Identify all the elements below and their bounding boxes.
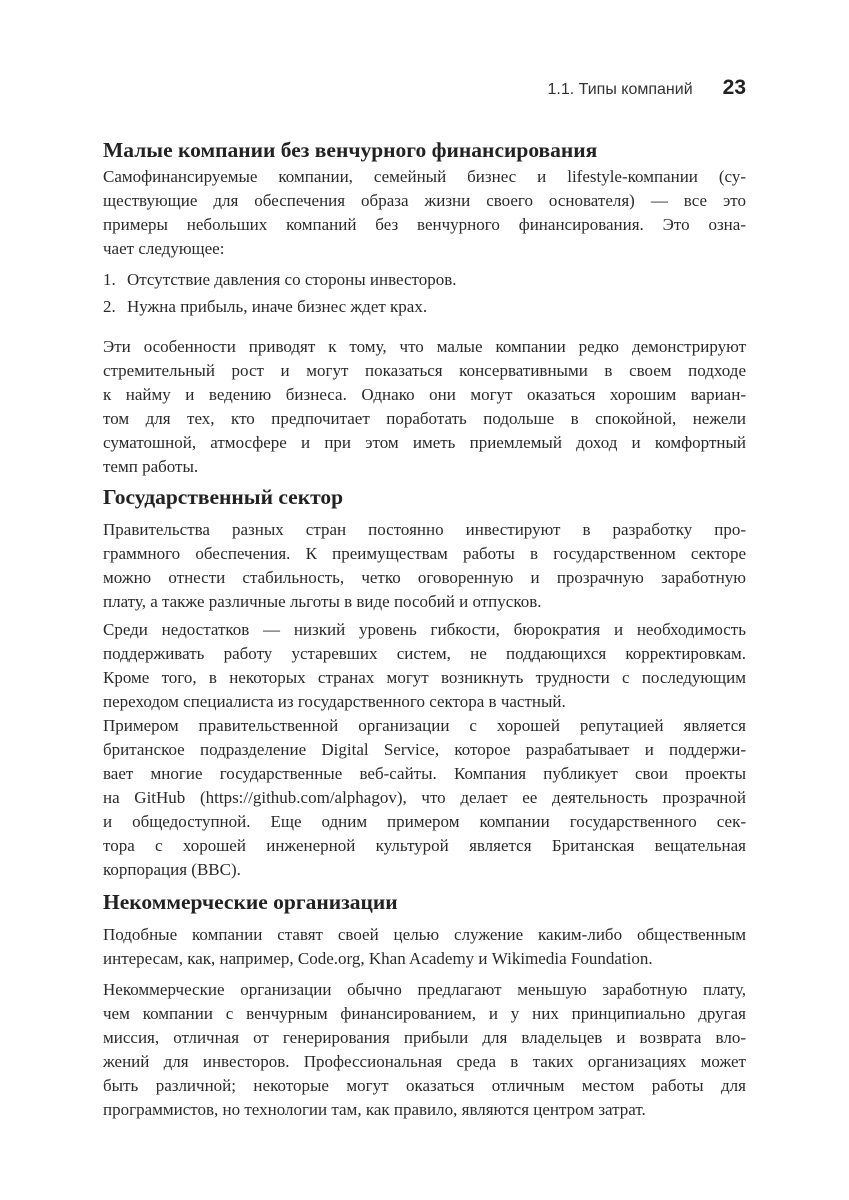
text-line: программистов, но технологии там, как правило, являются центром затрат. [103,1100,646,1119]
text-line: вает многие государственные веб-сайты. Компания публикует свои проекты [103,764,746,783]
text-line: граммного обеспечения. К преимуществам работы в государственном секторе [103,544,746,563]
section-title: 1.1. Типы компаний [547,81,693,98]
paragraph [103,618,746,714]
text-line: корпорация (BBC). [103,860,241,879]
text-line: можно отнести стабильность, четко оговоренную и прозрачную заработную [103,568,746,587]
text-line: британское подразделение Digital Service, которое разрабатывает и поддержи- [103,740,746,759]
paragraph [103,165,746,261]
text-line: Среди недостатков — низкий уровень гибкости, бюрократия и необходимость [103,620,746,639]
text-line: быть различной; некоторые могут оказаться отличным местом работы для [103,1076,746,1095]
text-line: интересам, как, например, Code.org, Khan Academy и Wikimedia Foundation. [103,949,653,968]
text-line: ществующие для обеспечения образа жизни своего основателя) — все это [103,191,746,210]
page-number: 23 [722,76,746,99]
text-line: том для тех, кто предпочитает поработать подольше в спокойной, нежели [103,409,746,428]
text-line: переходом специалиста из государственного сектора в частный. [103,692,566,711]
heading-small-companies [103,136,746,164]
text-line: чает следующее: [103,239,225,258]
text-line: Самофинансируемые компании, семейный бизнес и lifestyle-компании (су- [103,167,746,186]
heading-public-sector [103,483,746,511]
heading-nonprofits [103,888,746,916]
list-text: Нужна прибыль, иначе бизнес ждет крах. [127,297,428,316]
paragraph [103,714,746,882]
text-line: темп работы. [103,457,199,476]
text-line: поддерживать работу устаревших систем, не поддающихся корректировкам. [103,644,746,663]
section-heading: Государственный сектор [103,485,344,509]
paragraph [103,923,746,971]
paragraph [103,978,746,1122]
running-header [548,76,746,100]
paragraph [103,518,746,614]
text-line: к найму и ведению бизнеса. Однако они могут оказаться хорошим вариан- [103,385,746,404]
text-line: и общедоступной. Еще одним примером компании государственного сек- [103,812,746,831]
text-line: чем компании с венчурным финансированием, и у них принципиально другая [103,1004,746,1023]
text-line: тора с хорошей инженерной культурой является Британская вещательная [103,836,746,855]
text-line: на GitHub (https://github.com/alphagov), что делает ее деятельность прозрачной [103,788,746,807]
section-heading: Малые компании без венчурного финансирования [103,138,598,162]
text-line: примеры небольших компаний без венчурного финансирования. Это озна- [103,215,746,234]
list-number: 2. [103,297,116,316]
text-line: стремительный рост и могут показаться консервативными в своем подходе [103,361,746,380]
text-line: Некоммерческие организации обычно предлагают меньшую заработную плату, [103,980,746,999]
numbered-list [103,268,746,319]
text-line: Эти особенности приводят к тому, что малые компании редко демонстрируют [103,337,746,356]
text-line: Примером правительственной организации с хорошей репутацией является [103,716,746,735]
list-text: Отсутствие давления со стороны инвесторов. [127,270,457,289]
text-line: Подобные компании ставят своей целью служение каким-либо общественным [103,925,746,944]
text-line: Кроме того, в некоторых странах могут возникнуть трудности с последующим [103,668,746,687]
text-line: плату, а также различные льготы в виде пособий и отпусков. [103,592,542,611]
section-heading: Некоммерческие организации [103,890,398,914]
text-line: Правительства разных стран постоянно инвестируют в разработку про- [103,520,746,539]
list-number: 1. [103,270,116,289]
text-line: суматошной, атмосфере и при этом иметь приемлемый доход и комфортный [103,433,746,452]
text-line: жений для инвесторов. Профессиональная среда в таких организациях может [103,1052,746,1071]
paragraph [103,335,746,479]
list-item [103,268,746,292]
list-item [103,295,746,319]
text-line: миссия, отличная от генерирования прибыли для владельцев и возврата вло- [103,1028,746,1047]
